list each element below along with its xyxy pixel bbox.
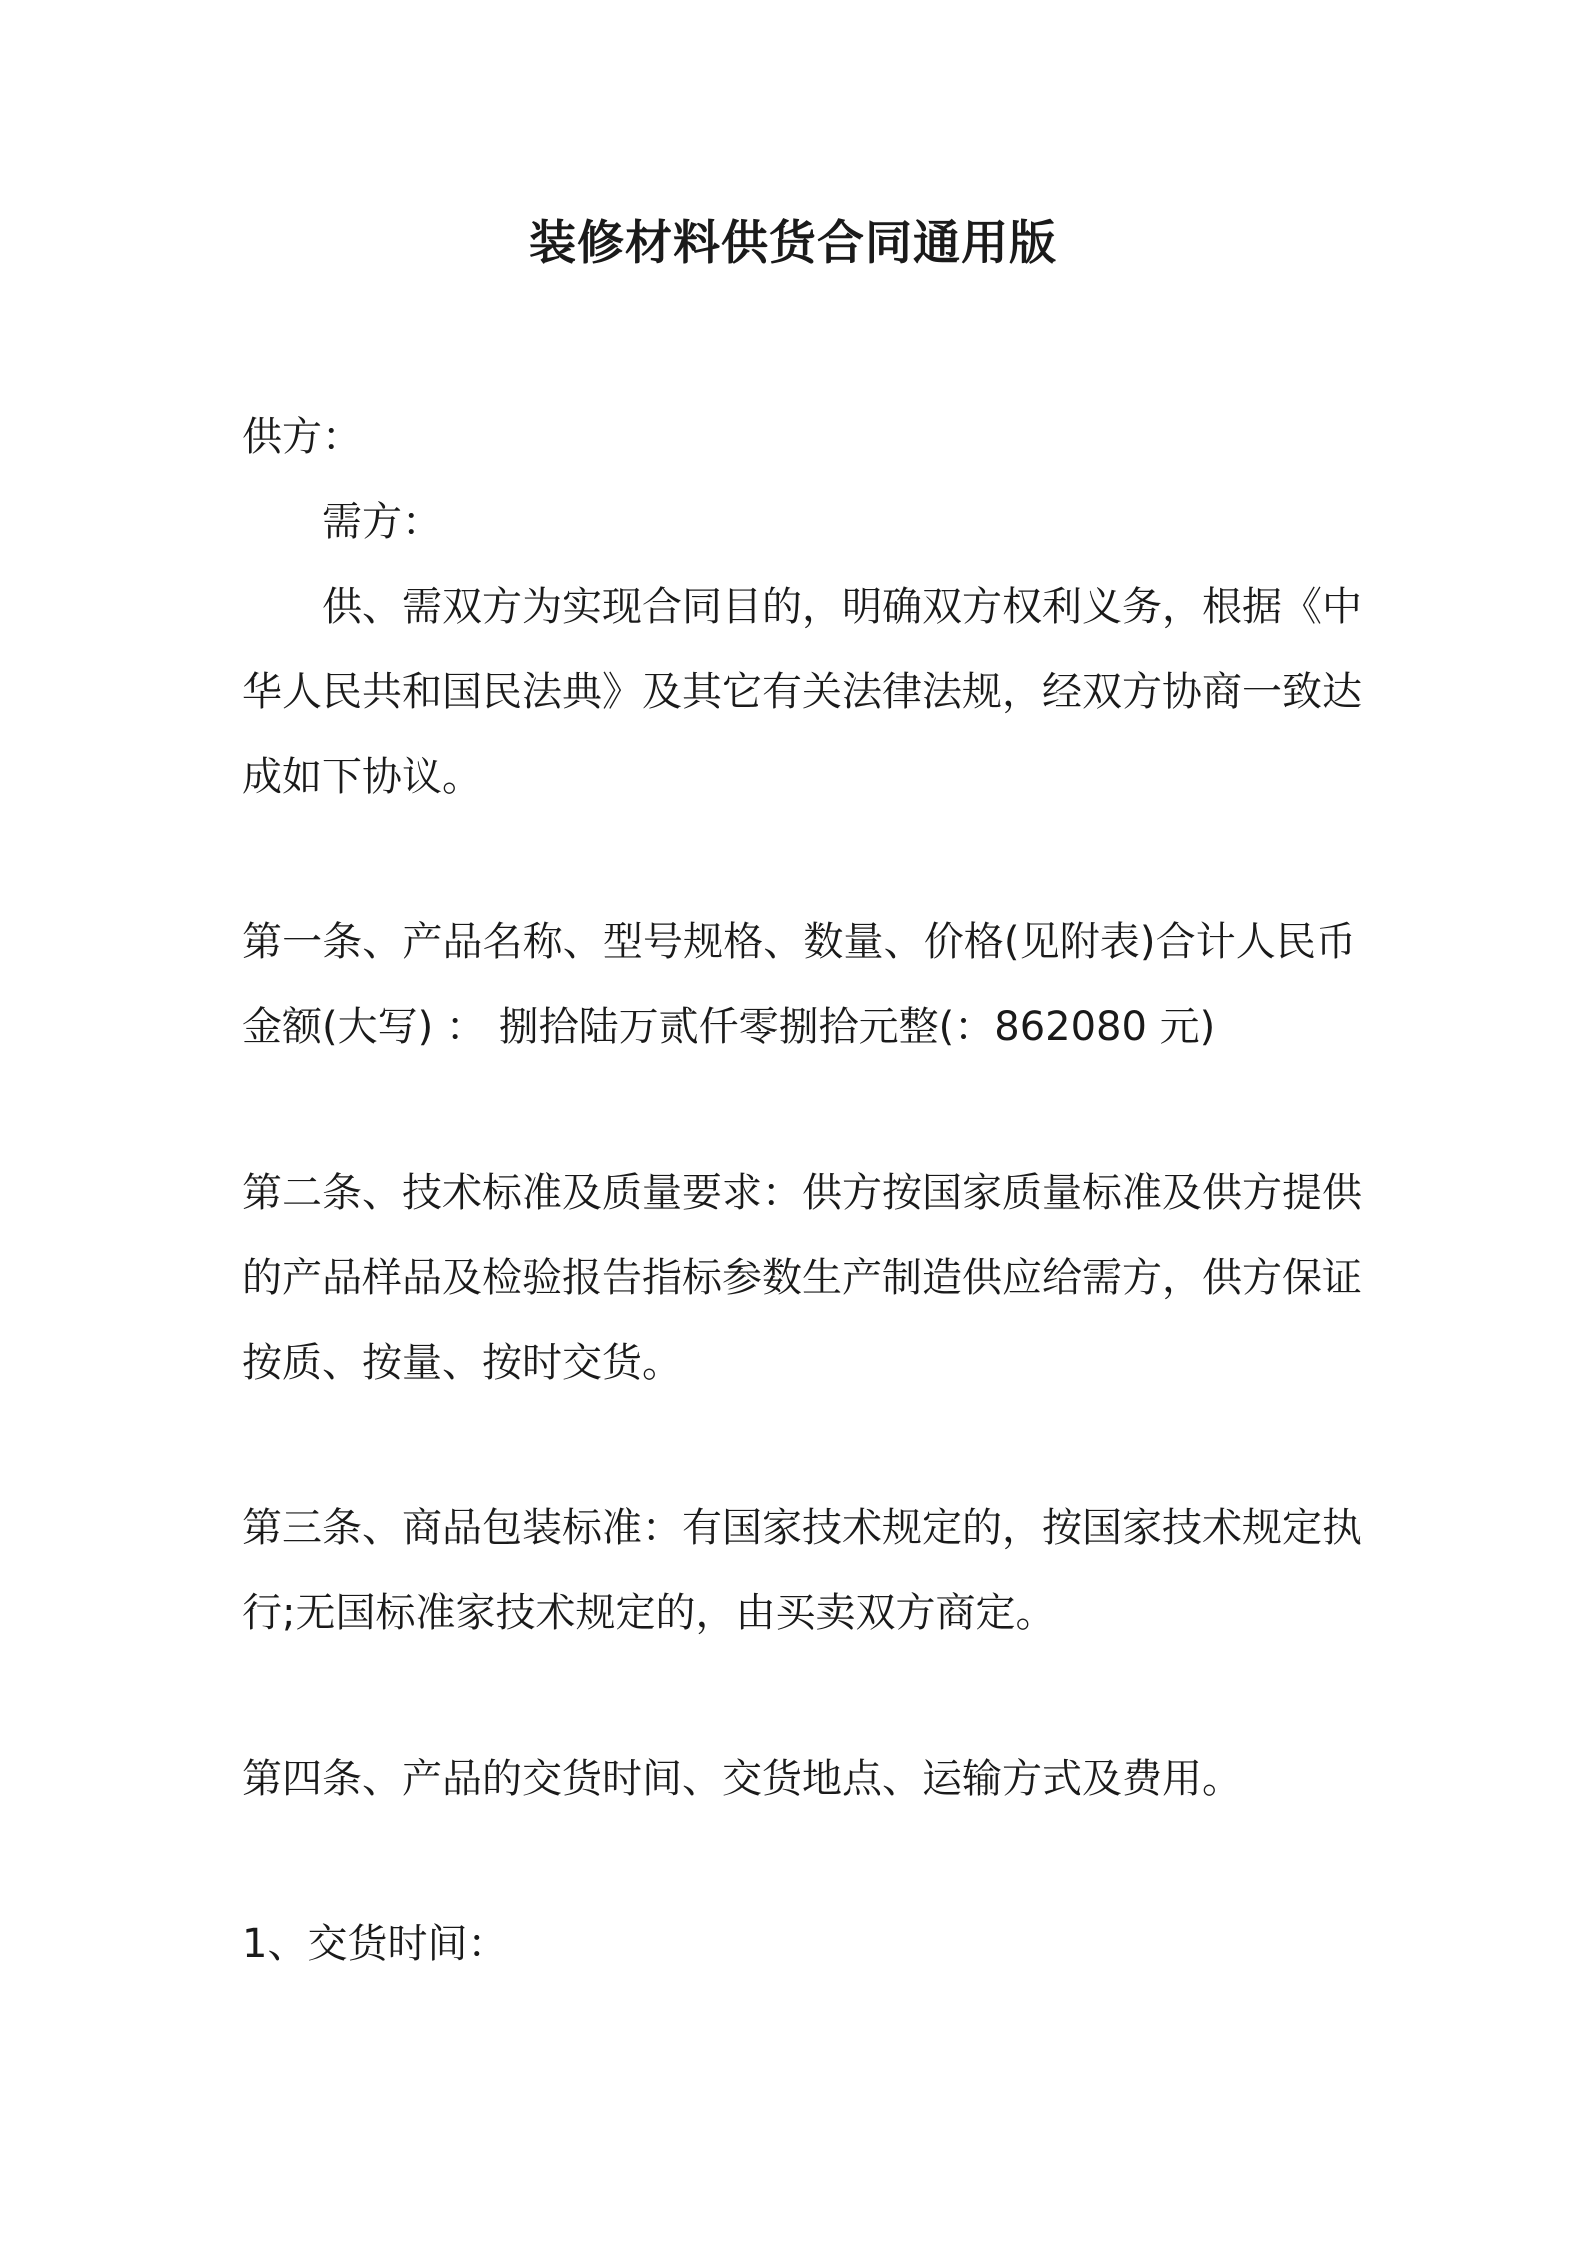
article-4-line-1: 第四条、产品的交货时间、交货地点、运输方式及费用。 [242, 1756, 1242, 1802]
article-3-line-1: 第三条、商品包装标准：有国家技术规定的，按国家技术规定执 [242, 1505, 1362, 1551]
buyer-label: 需方： [322, 499, 442, 545]
preamble-line-1: 供、需双方为实现合同目的，明确双方权利义务，根据《中 [322, 584, 1362, 630]
article-2-line-1: 第二条、技术标准及质量要求：供方按国家质量标准及供方提供 [242, 1170, 1362, 1216]
article-2-line-2: 的产品样品及检验报告指标参数生产制造供应给需方，供方保证 [242, 1255, 1362, 1301]
preamble-line-3: 成如下协议。 [242, 754, 482, 800]
article-1-line-2: 金额(大写) ： 捌拾陆万贰仟零捌拾元整(：862080 元) [242, 1004, 1216, 1050]
article-3-line-2: 行;无国标准家技术规定的，由买卖双方商定。 [242, 1590, 1056, 1636]
article-1-line-1: 第一条、产品名称、型号规格、数量、价格(见附表)合计人民币 [242, 919, 1356, 965]
preamble-line-2: 华人民共和国民法典》及其它有关法律法规，经双方协商一致达 [242, 669, 1362, 715]
item-1-line-1: 1、交货时间： [242, 1921, 508, 1967]
document-title: 装修材料供货合同通用版 [529, 216, 1057, 271]
article-2-line-3: 按质、按量、按时交货。 [242, 1340, 682, 1386]
supplier-label: 供方： [242, 414, 362, 460]
